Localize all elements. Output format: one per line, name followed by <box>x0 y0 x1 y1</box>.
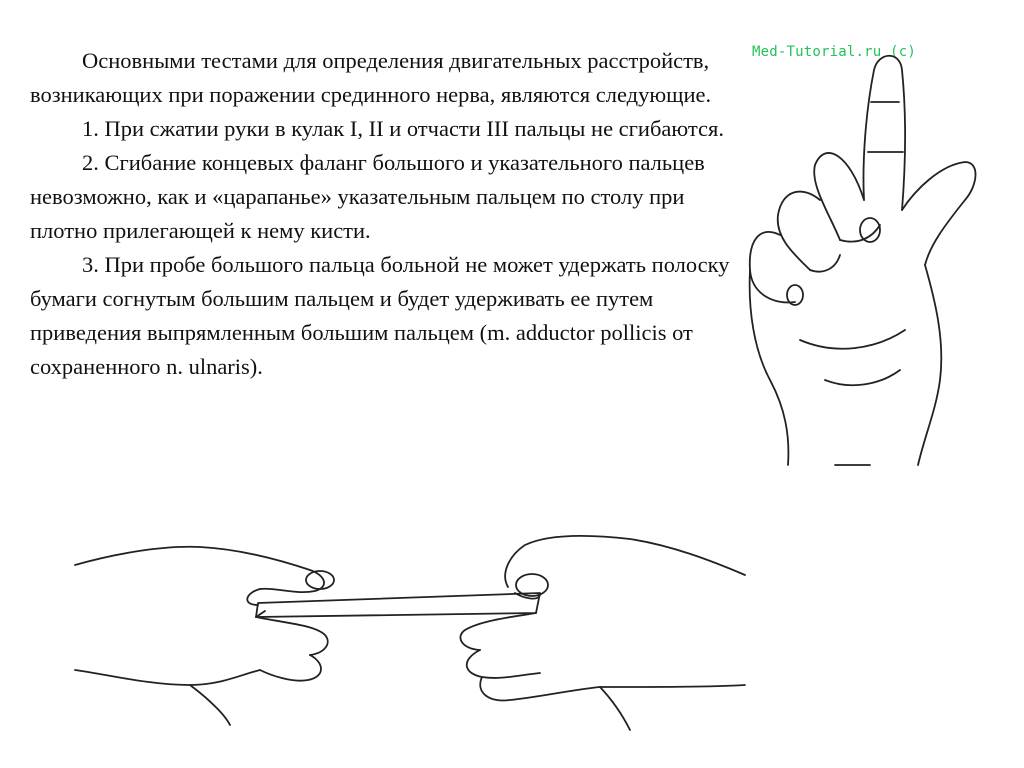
paragraph-test-2: 2. Сгибание концевых фаланг большого и указательного пальцев невозможно, как и «царапанье» указательным пальцем по столу при плотно прилегающей к нему кисти. <box>30 150 705 243</box>
hand-fist-illustration <box>740 40 990 480</box>
paragraph-intro: Основными тестами для определения двигательных расстройств, возникающих при поражении срединного нерва, являются следующие. <box>30 48 712 107</box>
instruction-text <box>30 44 730 384</box>
paragraph-test-3: 3. При пробе большого пальца больной не может удержать полоску бумаги согнутым большим пальцем и будет удерживать ее путем приведения выпрямленным большим пальцем (m. adductor pollicis от сохраненного n. ulnaris). <box>30 252 730 379</box>
watermark: Med-Tutorial.ru (c) <box>752 44 916 60</box>
paper-grip-test-illustration <box>70 525 750 745</box>
paragraph-test-1: 1. При сжатии руки в кулак I, II и отчасти III пальцы не сгибаются. <box>82 116 724 141</box>
